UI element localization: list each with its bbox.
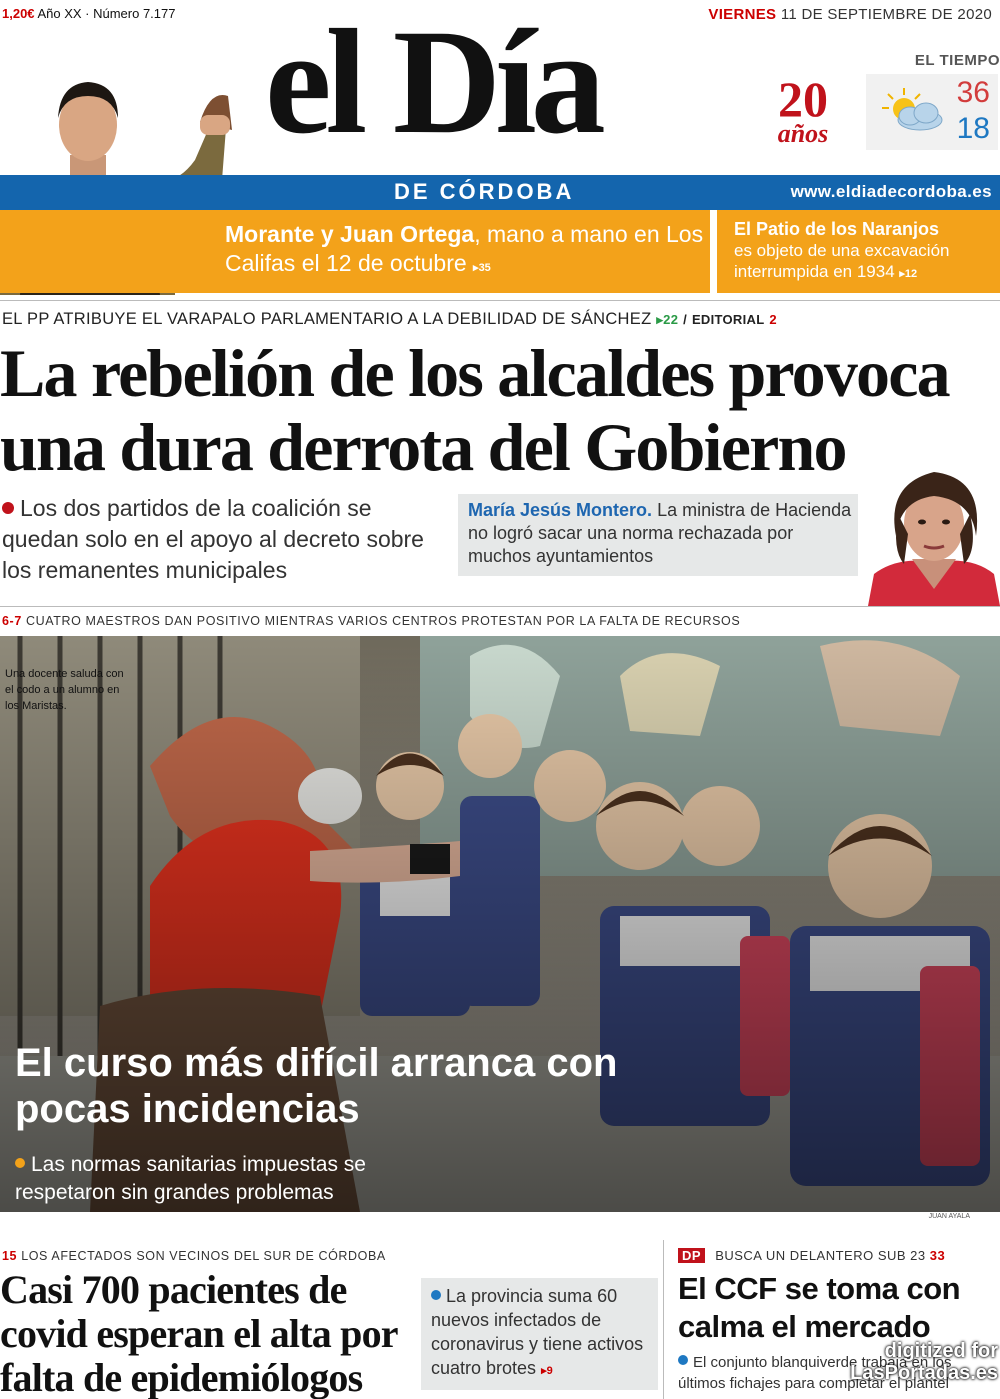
photo-headline[interactable]: El curso más difícil arranca con pocas incidencias <box>15 1041 618 1131</box>
promo-body: es objeto de una excavación interrumpida en 1934 <box>734 241 950 281</box>
infobox-text <box>431 1284 656 1383</box>
date: 11 DE SEPTIEMBRE DE 2020 <box>780 6 992 23</box>
editorial-page: 2 <box>769 312 777 327</box>
photo-caption: Una docente saluda con el codo a un alumno en los Maristas. <box>5 668 124 712</box>
kicker-text: BUSCA UN DELANTERO SUB 23 <box>715 1248 926 1263</box>
bullet-dot <box>431 1290 441 1300</box>
price: 1,20€ <box>2 6 35 21</box>
kicker-text: CUATRO MAESTROS DAN POSITIVO MIENTRAS VARIOS CENTROS PROTESTAN POR LA FALTA DE RECURSOS <box>25 614 741 628</box>
photo-credit: JUAN AYALA <box>928 1213 970 1220</box>
sports-kicker <box>678 1248 945 1263</box>
promo-text <box>734 219 996 285</box>
column-divider <box>663 1240 664 1399</box>
bullet-dot <box>15 1158 25 1168</box>
minister-portrait <box>868 464 1000 606</box>
promo-bold: El Patio de los Naranjos <box>734 219 940 239</box>
sports-headline[interactable]: El CCF se toma con calma el mercado <box>678 1271 961 1344</box>
weather-label: EL TIEMPO <box>914 52 1000 69</box>
kicker-page: 6-7 <box>2 614 22 628</box>
lead-kicker <box>2 310 777 329</box>
photo-subhead <box>15 1151 435 1207</box>
promo-body: , mano a mano en Los Califas el 12 de octubre <box>225 221 704 276</box>
page-reference: ▸35 <box>473 262 491 274</box>
website-link[interactable]: www.eldiadecordoba.es <box>790 182 992 201</box>
newspaper-logo[interactable]: el Día <box>265 0 600 165</box>
anniversary-number: 20 <box>778 71 828 127</box>
bullet-dot <box>2 502 14 514</box>
infobox-body: La provincia suma 60 nuevos infectados de coronavirus y tiene activos cuatro brotes <box>431 1286 644 1378</box>
kicker-text: LOS AFECTADOS SON VECINOS DEL SUR DE CÓRDOBA <box>21 1249 386 1263</box>
editorial-label: EDITORIAL <box>691 312 765 327</box>
promo-text <box>225 220 705 283</box>
portrait-caption-box <box>458 494 858 576</box>
lead-bullet <box>2 493 442 586</box>
subhead-text: Las normas sanitarias impuestas se respetaron sin grandes problemas <box>15 1153 366 1204</box>
covid-headline[interactable]: Casi 700 pacientes de covid esperan el alta por falta de epidemiólogos <box>0 1267 398 1399</box>
covid-infobox <box>421 1278 658 1390</box>
kicker-text: EL PP ATRIBUYE EL VARAPALO PARLAMENTARIO A LA DEBILIDAD DE SÁNCHEZ <box>2 310 652 328</box>
portrait-caption <box>468 499 856 568</box>
lead-headline[interactable]: La rebelión de los alcaldes provoca una dura derrota del Gobierno <box>0 335 949 485</box>
section-tag: DP <box>678 1248 705 1263</box>
divider <box>0 300 1000 301</box>
edition-subtitle: DE CÓRDOBA <box>394 179 575 204</box>
temp-min: 18 <box>956 112 990 145</box>
weather-widget[interactable] <box>864 50 1000 150</box>
sun-cloud-icon <box>878 86 948 136</box>
weekday: VIERNES <box>708 6 777 23</box>
page-reference: ▸12 <box>899 268 918 280</box>
kicker-page: 15 <box>2 1249 18 1263</box>
temp-max: 36 <box>956 76 990 109</box>
kicker-separator: / <box>683 312 688 327</box>
covid-kicker <box>2 1249 386 1263</box>
caption-text: La ministra de Hacienda no logró sacar una norma rechazada por muchos ayuntamientos <box>468 500 852 566</box>
promo-bullfight[interactable] <box>0 210 710 293</box>
watermark <box>798 1340 998 1384</box>
bullet-text: Los dos partidos de la coalición se quedan solo en el apoyo al decreto sobre los remanentes municipales <box>2 495 424 583</box>
watermark-line-1: digitized for <box>884 1340 998 1362</box>
kicker-page: 33 <box>929 1248 946 1263</box>
issue-number: Año XX · Número 7.177 <box>37 6 176 21</box>
masthead-band <box>0 175 1000 210</box>
subhead-text: El conjunto blanquiverde trabaja en los últimos fichajes para completar el plantel <box>678 1354 952 1392</box>
price-issue <box>2 6 175 21</box>
page-reference: ▸22 <box>656 312 679 327</box>
page-reference: ▸9 <box>541 1365 553 1377</box>
watermark-line-2: LasPortadas.es <box>850 1362 998 1384</box>
divider <box>0 606 1000 607</box>
caption-name: María Jesús Montero. <box>468 500 653 520</box>
anniversary-badge <box>763 71 843 148</box>
anniversary-label: años <box>777 119 829 148</box>
date-line <box>708 6 992 23</box>
bullet-dot <box>678 1355 688 1365</box>
promo-patio[interactable] <box>717 210 1000 293</box>
promo-bold: Morante y Juan Ortega <box>225 221 475 247</box>
photo-story-kicker <box>2 614 740 628</box>
